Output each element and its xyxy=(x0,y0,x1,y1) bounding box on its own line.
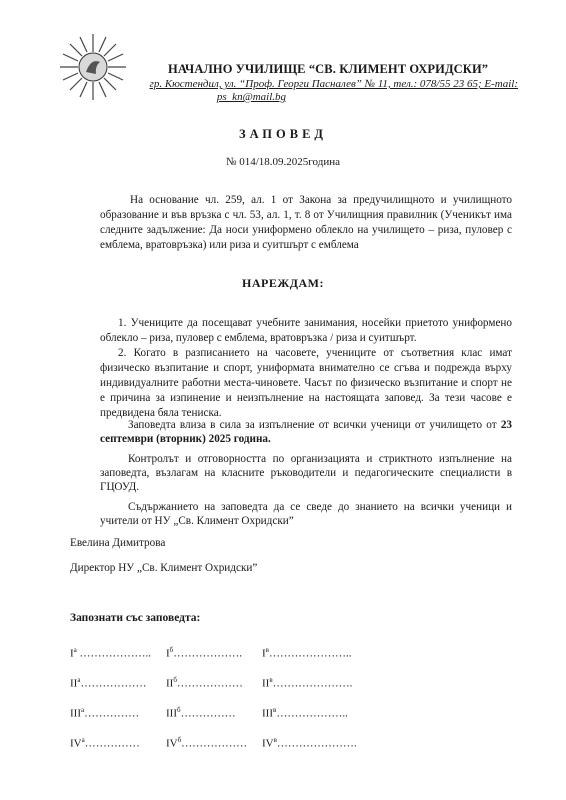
class-signature-field xyxy=(70,676,166,690)
class-number: III xyxy=(70,707,81,720)
class-number: III xyxy=(166,707,177,720)
document-number: № 014/18.09.2025година xyxy=(226,156,340,168)
class-signature-field xyxy=(166,676,262,690)
class-letter: а xyxy=(81,706,85,714)
document-title: ЗАПОВЕД xyxy=(238,127,328,141)
class-letter: б xyxy=(177,736,182,744)
class-signature-field xyxy=(166,646,262,660)
class-signature-field xyxy=(166,706,262,720)
class-number: I xyxy=(166,647,170,660)
class-letter: в xyxy=(273,706,277,714)
class-letter: в xyxy=(265,646,269,654)
acknowledgement-row xyxy=(70,676,510,706)
acknowledgement-grid xyxy=(70,646,510,766)
class-number: II xyxy=(166,677,174,690)
signature-dots: ……………… xyxy=(80,677,147,690)
acknowledgement-row xyxy=(70,736,510,766)
class-letter: а xyxy=(77,676,81,684)
class-number: II xyxy=(70,677,78,690)
signature-dots: …………… xyxy=(84,707,140,720)
signature-dots: ………………….. xyxy=(268,647,352,660)
class-letter: в xyxy=(273,736,277,744)
class-letter: а xyxy=(81,736,85,744)
class-number: III xyxy=(262,707,273,720)
class-number: I xyxy=(70,647,74,660)
effective-prefix: Заповедта влиза в сила за изпълнение от всички ученици от училището от xyxy=(128,419,501,431)
class-number: IV xyxy=(70,737,82,750)
class-signature-field xyxy=(70,706,166,720)
class-signature-field xyxy=(262,706,358,720)
class-signature-field xyxy=(70,646,166,660)
order-items xyxy=(100,316,512,421)
signature-dots: …………………. xyxy=(272,677,353,690)
signature-dots: ………………. xyxy=(173,647,242,660)
class-letter: а xyxy=(73,646,77,654)
class-letter: б xyxy=(177,706,181,714)
order-item-1: 1. Учениците да посещават учебните занимания, носейки приетото униформено облекло – риза, пуловер с емблема, вратовръзка / риза и суитшърт. xyxy=(100,317,512,344)
effective-date: 23 септември (вторник) 2025 година. xyxy=(100,419,512,445)
class-number: II xyxy=(262,677,270,690)
class-signature-field xyxy=(262,646,358,660)
class-signature-field xyxy=(166,736,262,750)
acknowledgement-row xyxy=(70,706,510,736)
effective-paragraph xyxy=(100,418,512,446)
signature-dots: …………… xyxy=(84,737,140,750)
preamble-paragraph: На основание чл. 259, ал. 1 от Закона за предучилищното и училищното образование и във връзка с чл. 53, ал. 1, т. 8 от Училищния правилник (Ученикът има следните задължение: Да носи униформено облекло на училището – риза, пуловер с емблема, вратовръзка) или риза и суитшърт с емблема xyxy=(100,194,512,251)
class-signature-field xyxy=(262,676,358,690)
acknowledgement-heading: Запознати със заповедта: xyxy=(70,612,201,624)
signature-dots: ……………….. xyxy=(276,707,348,720)
acknowledgement-row xyxy=(70,646,510,676)
school-address xyxy=(118,78,518,104)
address-line: гр. Кюстендил, ул. “Проф. Георги Пасналев” № 11, тел.: 078/55 23 65; E-mail: xyxy=(149,78,518,90)
order-heading: НАРЕЖДАМ: xyxy=(242,276,324,290)
signer-name: Евелина Димитрова xyxy=(70,537,166,549)
class-number: IV xyxy=(166,737,178,750)
signature-dots: ……………… xyxy=(181,737,248,750)
closing-section xyxy=(100,418,512,528)
class-number: IV xyxy=(262,737,274,750)
signature-dots: ……………… xyxy=(176,677,243,690)
class-letter: б xyxy=(169,646,174,654)
signer-title: Директор НУ „Св. Климент Охридски” xyxy=(70,562,258,574)
class-letter: в xyxy=(269,676,273,684)
signature-dots: …………… xyxy=(180,707,236,720)
order-item-2: 2. Когато в разписанието на часовете, учениците от съответния клас имат физическо възпитание и спорт, униформата внимателно се сгъва и подрежда върху индивидуалните работни места-чиновете. Часът по физическо възпитание и спорт не е причина за изпинение и неизпълнение на настоящата заповед. За тези часове е предвидена бяла тениска. xyxy=(100,347,512,419)
notice-paragraph: Съдържанието на заповедта да се сведе до знанието на всички ученици и учители от НУ „Св. Климент Охридски” xyxy=(100,501,512,527)
class-letter: б xyxy=(173,676,177,684)
signature-dots: ……………….. xyxy=(76,647,152,660)
class-signature-field xyxy=(262,736,358,750)
email-line: ps_kn@mail.bg xyxy=(216,91,286,103)
class-number: I xyxy=(262,647,266,660)
control-paragraph: Контролът и отговорността по организацията и стриктното изпълнение на заповедта, възлагам на класните ръководители и педагогическите специалисти в ГЦОУД. xyxy=(100,453,512,493)
school-name: НАЧАЛНО УЧИЛИЩЕ “СВ. КЛИМЕНТ ОХРИДСКИ” xyxy=(168,62,489,76)
signature-dots: …………………. xyxy=(276,737,357,750)
class-signature-field xyxy=(70,736,166,750)
